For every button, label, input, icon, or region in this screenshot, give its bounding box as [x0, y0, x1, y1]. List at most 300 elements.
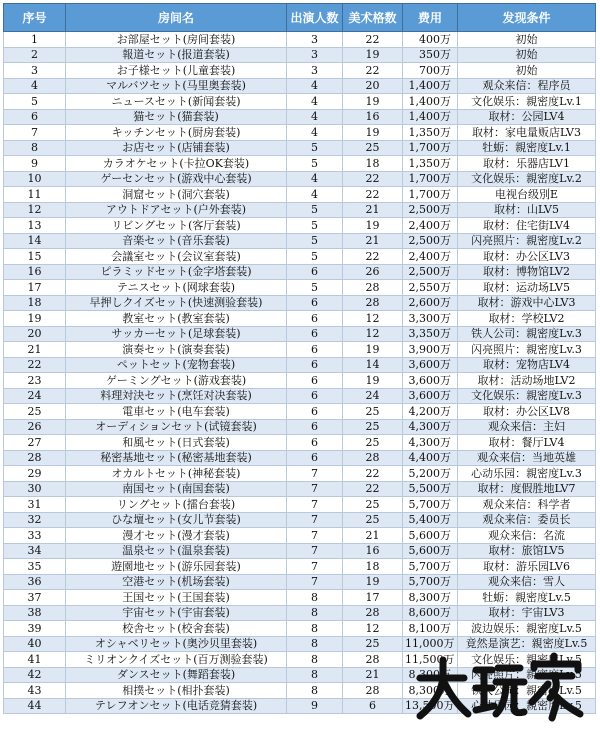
row-art-slots: 25: [343, 140, 403, 156]
row-unlock-condition: 取材：住宅街LV4: [458, 218, 596, 234]
row-art-slots: 12: [343, 326, 403, 342]
row-room-name: キッチンセット(厨房套装): [66, 125, 287, 141]
row-index: 40: [4, 636, 66, 652]
row-cost: 8,600万: [403, 605, 458, 621]
row-cost: 3,900万: [403, 342, 458, 358]
row-unlock-condition: 取材：乐器店LV1: [458, 156, 596, 172]
row-cost: 1,700万: [403, 187, 458, 203]
table-row: [4, 47, 596, 63]
row-index: 22: [4, 357, 66, 373]
row-index: 6: [4, 109, 66, 125]
row-index: 35: [4, 559, 66, 575]
row-art-slots: 18: [343, 559, 403, 575]
row-art-slots: 28: [343, 605, 403, 621]
row-room-name: 報道セット(报道套装): [66, 47, 287, 63]
table-row: [4, 187, 596, 203]
row-index: 42: [4, 667, 66, 683]
row-index: 30: [4, 481, 66, 497]
row-cost: 1,350万: [403, 156, 458, 172]
row-unlock-condition: 观众来信：主妇: [458, 419, 596, 435]
row-room-name: 王国セット(王国套装): [66, 590, 287, 606]
row-room-name: 和風セット(日式套装): [66, 435, 287, 451]
row-index: 43: [4, 683, 66, 699]
row-unlock-condition: 观众来信：雪人: [458, 574, 596, 590]
row-art-slots: 22: [343, 481, 403, 497]
row-art-slots: 19: [343, 373, 403, 389]
data-sheet: [3, 3, 595, 714]
row-unlock-condition: 取材：山LV5: [458, 202, 596, 218]
row-unlock-condition: 闪亮照片：親密度Lv.5: [458, 667, 596, 683]
row-room-name: 遊園地セット(游乐园套装): [66, 559, 287, 575]
row-index: 1: [4, 32, 66, 48]
row-room-name: 教室セット(教室套装): [66, 311, 287, 327]
row-room-name: ピラミッドセット(金字塔套装): [66, 264, 287, 280]
row-cost: 5,600万: [403, 543, 458, 559]
table-row: [4, 218, 596, 234]
row-cost: 4,300万: [403, 419, 458, 435]
row-unlock-condition: 取材：办公区LV8: [458, 404, 596, 420]
row-index: 9: [4, 156, 66, 172]
table-row: [4, 156, 596, 172]
row-art-slots: 21: [343, 528, 403, 544]
row-cost: 1,700万: [403, 171, 458, 187]
table-row: [4, 357, 596, 373]
row-cast-count: 6: [287, 311, 343, 327]
row-room-name: リングセット(擂台套装): [66, 497, 287, 513]
row-cost: 2,500万: [403, 264, 458, 280]
row-unlock-condition: 电视台级別E: [458, 187, 596, 203]
row-art-slots: 24: [343, 388, 403, 404]
row-room-name: 南国セット(南国套装): [66, 481, 287, 497]
row-index: 38: [4, 605, 66, 621]
row-room-name: 猫セット(猫套装): [66, 109, 287, 125]
row-index: 23: [4, 373, 66, 389]
row-cast-count: 4: [287, 125, 343, 141]
row-room-name: ニュースセット(新闻套装): [66, 94, 287, 110]
row-room-name: 漫才セット(漫才套装): [66, 528, 287, 544]
row-room-name: 電車セット(电车套装): [66, 404, 287, 420]
row-room-name: 温泉セット(温泉套装): [66, 543, 287, 559]
row-cast-count: 6: [287, 450, 343, 466]
row-art-slots: 25: [343, 419, 403, 435]
table-row: [4, 559, 596, 575]
table-row: [4, 125, 596, 141]
row-cast-count: 6: [287, 295, 343, 311]
row-unlock-condition: 文化娱乐：親密度Lv.1: [458, 94, 596, 110]
row-index: 27: [4, 435, 66, 451]
row-cast-count: 6: [287, 388, 343, 404]
table-row: [4, 450, 596, 466]
row-art-slots: 22: [343, 32, 403, 48]
row-index: 7: [4, 125, 66, 141]
row-art-slots: 28: [343, 280, 403, 296]
row-cast-count: 6: [287, 373, 343, 389]
row-room-name: 会議室セット(会议室套装): [66, 249, 287, 265]
row-cost: 1,400万: [403, 109, 458, 125]
table-row: [4, 78, 596, 94]
row-unlock-condition: 初始: [458, 63, 596, 79]
row-art-slots: 25: [343, 497, 403, 513]
row-room-name: お部屋セット(房间套装): [66, 32, 287, 48]
row-cast-count: 3: [287, 47, 343, 63]
table-row: [4, 109, 596, 125]
row-room-name: マルバツセット(马里奥套装): [66, 78, 287, 94]
row-cost: 2,400万: [403, 218, 458, 234]
watermark-logo: [412, 648, 592, 728]
row-index: 39: [4, 621, 66, 637]
row-room-name: テニスセット(网球套装): [66, 280, 287, 296]
row-unlock-condition: 闪亮照片：親密度Lv.3: [458, 342, 596, 358]
row-cost: 2,600万: [403, 295, 458, 311]
row-index: 36: [4, 574, 66, 590]
table-row: [4, 264, 596, 280]
row-cost: 2,500万: [403, 202, 458, 218]
header-unlock-condition: 发现条件: [458, 4, 596, 32]
row-cast-count: 7: [287, 543, 343, 559]
table-row: [4, 311, 596, 327]
row-cost: 1,400万: [403, 94, 458, 110]
row-art-slots: 21: [343, 667, 403, 683]
table-row: [4, 435, 596, 451]
row-room-name: 演奏セット(演奏套装): [66, 342, 287, 358]
row-unlock-condition: 取材：游乐园LV6: [458, 559, 596, 575]
row-cast-count: 8: [287, 621, 343, 637]
row-unlock-condition: 文化娱乐：親密度Lv.3: [458, 388, 596, 404]
table-row: [4, 32, 596, 48]
row-art-slots: 19: [343, 94, 403, 110]
row-cost: 2,500万: [403, 233, 458, 249]
row-art-slots: 25: [343, 636, 403, 652]
row-index: 13: [4, 218, 66, 234]
table-row: [4, 605, 596, 621]
table-row: [4, 94, 596, 110]
row-art-slots: 21: [343, 233, 403, 249]
row-cast-count: 7: [287, 512, 343, 528]
row-cast-count: 4: [287, 187, 343, 203]
row-cast-count: 6: [287, 326, 343, 342]
table-row: [4, 373, 596, 389]
table-row: [4, 233, 596, 249]
row-room-name: 料理対決セット(烹饪对决套装): [66, 388, 287, 404]
row-index: 24: [4, 388, 66, 404]
row-index: 14: [4, 233, 66, 249]
row-art-slots: 12: [343, 311, 403, 327]
row-index: 28: [4, 450, 66, 466]
row-room-name: サッカーセット(足球套装): [66, 326, 287, 342]
row-art-slots: 22: [343, 171, 403, 187]
table-row: [4, 574, 596, 590]
row-cast-count: 6: [287, 419, 343, 435]
table-row: [4, 419, 596, 435]
row-index: 10: [4, 171, 66, 187]
row-index: 18: [4, 295, 66, 311]
row-cost: 5,700万: [403, 497, 458, 513]
row-unlock-condition: 取材：学校LV2: [458, 311, 596, 327]
table-row: [4, 202, 596, 218]
header-art-slots: 美术格数: [343, 4, 403, 32]
row-index: 32: [4, 512, 66, 528]
row-unlock-condition: 初始: [458, 32, 596, 48]
row-room-name: 宇宙セット(宇宙套装): [66, 605, 287, 621]
row-index: 44: [4, 698, 66, 714]
row-room-name: お店セット(店铺套装): [66, 140, 287, 156]
row-art-slots: 25: [343, 435, 403, 451]
row-room-name: ゲーセンセット(游戏中心套装): [66, 171, 287, 187]
table-row: [4, 528, 596, 544]
row-cast-count: 4: [287, 94, 343, 110]
row-cast-count: 3: [287, 63, 343, 79]
row-art-slots: 12: [343, 621, 403, 637]
row-art-slots: 28: [343, 683, 403, 699]
row-unlock-condition: 波边娱乐：親密度Lv.5: [458, 621, 596, 637]
row-cost: 8,300万: [403, 590, 458, 606]
row-art-slots: 14: [343, 357, 403, 373]
row-room-name: 空港セット(机场套装): [66, 574, 287, 590]
row-art-slots: 19: [343, 47, 403, 63]
row-cost: 5,700万: [403, 574, 458, 590]
row-index: 20: [4, 326, 66, 342]
row-cast-count: 5: [287, 249, 343, 265]
row-cost: 8,300万: [403, 667, 458, 683]
row-room-name: リビングセット(客厅套装): [66, 218, 287, 234]
table-row: [4, 497, 596, 513]
row-unlock-condition: 观众来信：科学者: [458, 497, 596, 513]
row-room-name: ひな壇セット(女儿节套装): [66, 512, 287, 528]
row-art-slots: 6: [343, 698, 403, 714]
row-unlock-condition: 取材：度假胜地LV7: [458, 481, 596, 497]
row-unlock-condition: 心动乐园：親密度Lv.5: [458, 698, 596, 714]
row-unlock-condition: 文化娱乐：親密度Lv.5: [458, 652, 596, 668]
row-room-name: ペットセット(宠物套装): [66, 357, 287, 373]
table-row: [4, 466, 596, 482]
row-cast-count: 5: [287, 233, 343, 249]
row-cost: 1,350万: [403, 125, 458, 141]
header-row: [4, 4, 596, 32]
row-art-slots: 16: [343, 109, 403, 125]
row-cost: 1,400万: [403, 78, 458, 94]
row-unlock-condition: 心动乐园：親密度Lv.3: [458, 466, 596, 482]
row-art-slots: 25: [343, 404, 403, 420]
row-unlock-condition: 牡蛎：親密度Lv.5: [458, 590, 596, 606]
row-unlock-condition: 观众来信：程序员: [458, 78, 596, 94]
row-room-name: 早押しクイズセット(快速测验套装): [66, 295, 287, 311]
row-room-name: オーディションセット(试镜套装): [66, 419, 287, 435]
row-art-slots: 19: [343, 218, 403, 234]
table-row: [4, 342, 596, 358]
row-art-slots: 21: [343, 202, 403, 218]
row-index: 25: [4, 404, 66, 420]
row-cast-count: 5: [287, 202, 343, 218]
row-room-name: お子様セット(儿童套装): [66, 63, 287, 79]
table-row: [4, 621, 596, 637]
row-cost: 5,500万: [403, 481, 458, 497]
table-row: [4, 388, 596, 404]
row-cast-count: 5: [287, 156, 343, 172]
row-cast-count: 4: [287, 109, 343, 125]
row-room-name: 音楽セット(音乐套装): [66, 233, 287, 249]
row-cast-count: 8: [287, 605, 343, 621]
row-unlock-condition: 闪亮照片：親密度Lv.2: [458, 233, 596, 249]
row-unlock-condition: 取材：活动场地LV2: [458, 373, 596, 389]
row-cast-count: 7: [287, 528, 343, 544]
row-art-slots: 19: [343, 342, 403, 358]
row-art-slots: 22: [343, 63, 403, 79]
row-cast-count: 8: [287, 667, 343, 683]
row-index: 26: [4, 419, 66, 435]
row-cast-count: 5: [287, 280, 343, 296]
row-art-slots: 19: [343, 574, 403, 590]
row-unlock-condition: 取材：办公区LV3: [458, 249, 596, 265]
row-cast-count: 8: [287, 652, 343, 668]
row-cast-count: 8: [287, 683, 343, 699]
row-cast-count: 8: [287, 590, 343, 606]
row-art-slots: 28: [343, 450, 403, 466]
row-unlock-condition: 取材：旅馆LV5: [458, 543, 596, 559]
row-cost: 3,600万: [403, 373, 458, 389]
row-art-slots: 22: [343, 249, 403, 265]
row-cast-count: 6: [287, 264, 343, 280]
row-unlock-condition: 文化娱乐：親密度Lv.2: [458, 171, 596, 187]
row-unlock-condition: 牡蛎：親密度Lv.1: [458, 140, 596, 156]
row-cost: 350万: [403, 47, 458, 63]
row-unlock-condition: 铁人公司：親密度Lv.5: [458, 683, 596, 699]
row-art-slots: 16: [343, 543, 403, 559]
row-room-name: カラオケセット(卡拉OK套装): [66, 156, 287, 172]
row-index: 17: [4, 280, 66, 296]
row-unlock-condition: 取材：公园LV4: [458, 109, 596, 125]
row-room-name: オカルトセット(神秘套装): [66, 466, 287, 482]
row-room-name: 洞窟セット(洞穴套装): [66, 187, 287, 203]
row-art-slots: 18: [343, 156, 403, 172]
row-unlock-condition: 取材：宇宙LV3: [458, 605, 596, 621]
row-cast-count: 6: [287, 342, 343, 358]
row-room-name: オシャベリセット(奥沙贝里套装): [66, 636, 287, 652]
row-cost: 5,600万: [403, 528, 458, 544]
row-art-slots: 28: [343, 652, 403, 668]
table-row: [4, 404, 596, 420]
row-unlock-condition: 取材：宠物店LV4: [458, 357, 596, 373]
table-row: [4, 326, 596, 342]
row-index: 33: [4, 528, 66, 544]
row-unlock-condition: 观众来信：委员长: [458, 512, 596, 528]
row-index: 4: [4, 78, 66, 94]
row-cost: 3,600万: [403, 357, 458, 373]
row-art-slots: 26: [343, 264, 403, 280]
row-cost: 3,350万: [403, 326, 458, 342]
row-cast-count: 4: [287, 78, 343, 94]
header-cast-count: 出演人数: [287, 4, 343, 32]
row-unlock-condition: 取材：家电量贩店LV3: [458, 125, 596, 141]
row-cost: 8,100万: [403, 621, 458, 637]
row-unlock-condition: 观众来信：名流: [458, 528, 596, 544]
table-row: [4, 590, 596, 606]
table-row: [4, 249, 596, 265]
row-index: 41: [4, 652, 66, 668]
row-cast-count: 6: [287, 404, 343, 420]
row-cost: 700万: [403, 63, 458, 79]
row-art-slots: 22: [343, 187, 403, 203]
row-room-name: 相撲セット(相扑套装): [66, 683, 287, 699]
row-cast-count: 6: [287, 435, 343, 451]
row-cost: 13,500万: [403, 698, 458, 714]
header-index: 序号: [4, 4, 66, 32]
row-art-slots: 28: [343, 295, 403, 311]
row-index: 15: [4, 249, 66, 265]
row-room-name: 秘密基地セット(秘密基地套装): [66, 450, 287, 466]
row-art-slots: 17: [343, 590, 403, 606]
row-unlock-condition: 取材：游戏中心LV3: [458, 295, 596, 311]
table-row: [4, 63, 596, 79]
row-cost: 4,300万: [403, 435, 458, 451]
row-index: 12: [4, 202, 66, 218]
row-index: 19: [4, 311, 66, 327]
row-unlock-condition: 观众来信：当地英雄: [458, 450, 596, 466]
row-cast-count: 6: [287, 357, 343, 373]
row-art-slots: 20: [343, 78, 403, 94]
row-cost: 2,550万: [403, 280, 458, 296]
row-index: 8: [4, 140, 66, 156]
table-row: [4, 512, 596, 528]
row-cost: 11,500万: [403, 652, 458, 668]
row-cast-count: 8: [287, 636, 343, 652]
row-cost: 3,600万: [403, 388, 458, 404]
table-row: [4, 481, 596, 497]
row-index: 5: [4, 94, 66, 110]
row-cast-count: 7: [287, 574, 343, 590]
table-row: [4, 140, 596, 156]
header-cost: 费用: [403, 4, 458, 32]
row-cost: 5,700万: [403, 559, 458, 575]
row-room-name: テレフオンセット(电话竞猜套装): [66, 698, 287, 714]
table-row: [4, 295, 596, 311]
row-room-name: アウトドアセット(户外套装): [66, 202, 287, 218]
row-unlock-condition: 取材：运动场LV5: [458, 280, 596, 296]
row-cast-count: 9: [287, 698, 343, 714]
row-cost: 2,400万: [403, 249, 458, 265]
row-cost: 4,400万: [403, 450, 458, 466]
row-room-name: ゲーミングセット(游戏套装): [66, 373, 287, 389]
table-row: [4, 171, 596, 187]
row-art-slots: 22: [343, 466, 403, 482]
table-row: [4, 543, 596, 559]
header-room-name: 房间名: [66, 4, 287, 32]
row-index: 29: [4, 466, 66, 482]
row-cast-count: 7: [287, 559, 343, 575]
row-index: 2: [4, 47, 66, 63]
row-cast-count: 5: [287, 218, 343, 234]
row-cast-count: 7: [287, 466, 343, 482]
row-index: 3: [4, 63, 66, 79]
row-index: 34: [4, 543, 66, 559]
row-cast-count: 4: [287, 171, 343, 187]
row-cost: 3,300万: [403, 311, 458, 327]
row-cast-count: 5: [287, 140, 343, 156]
row-cost: 400万: [403, 32, 458, 48]
row-cost: 4,200万: [403, 404, 458, 420]
row-art-slots: 19: [343, 125, 403, 141]
row-cost: 1,700万: [403, 140, 458, 156]
row-cast-count: 3: [287, 32, 343, 48]
row-index: 11: [4, 187, 66, 203]
row-cost: 5,400万: [403, 512, 458, 528]
row-unlock-condition: 铁人公司：親密度Lv.3: [458, 326, 596, 342]
row-unlock-condition: 取材：博物馆LV2: [458, 264, 596, 280]
row-room-name: ダンスセット(舞蹈套装): [66, 667, 287, 683]
room-set-table: [3, 3, 596, 714]
row-room-name: 校舎セット(校舍套装): [66, 621, 287, 637]
row-cast-count: 7: [287, 481, 343, 497]
row-unlock-condition: 取材：餐厅LV4: [458, 435, 596, 451]
